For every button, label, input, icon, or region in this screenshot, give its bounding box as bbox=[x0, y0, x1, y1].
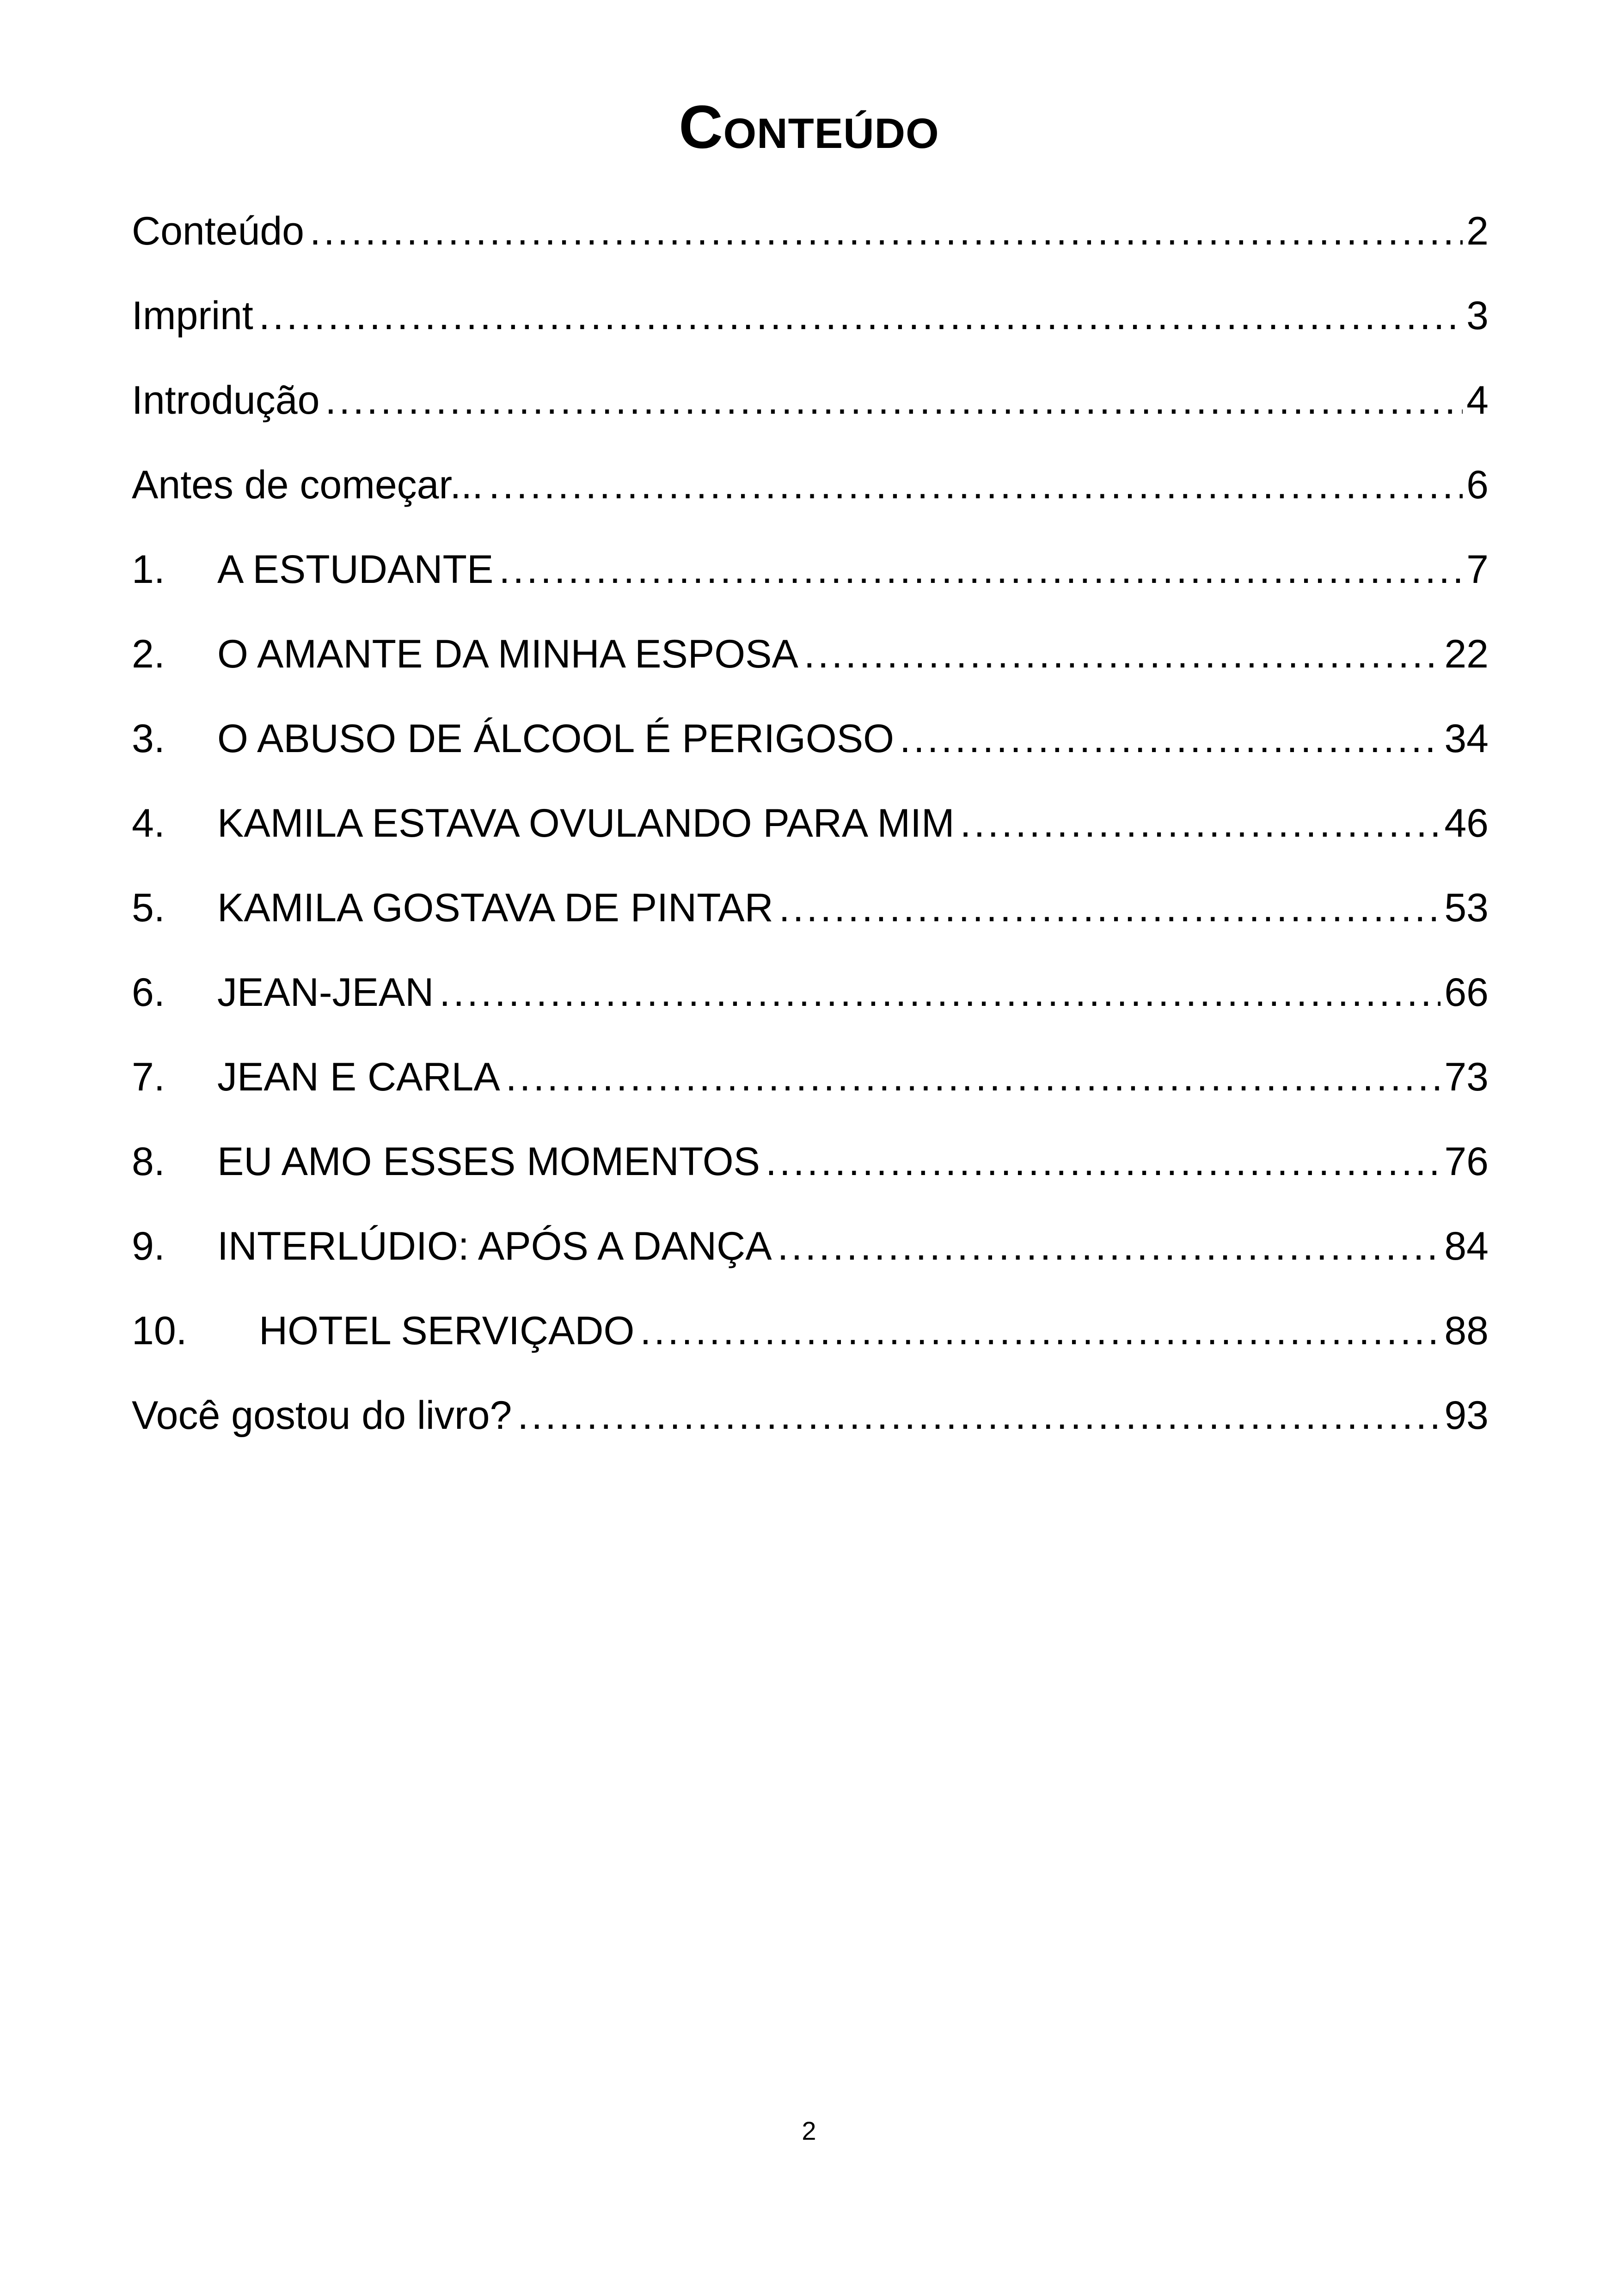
toc-entry[interactable] bbox=[132, 194, 1489, 279]
toc-entry-page: 93 bbox=[1444, 1393, 1489, 1438]
toc-entry-number: 4. bbox=[132, 801, 165, 845]
toc-entry-page: 46 bbox=[1444, 801, 1489, 845]
toc-entry-label: Conteúdo bbox=[132, 209, 304, 253]
toc-entry-label: JEAN E CARLA bbox=[217, 1055, 500, 1099]
toc-entry-label: O AMANTE DA MINHA ESPOSA bbox=[217, 632, 798, 676]
toc-entry-page: 73 bbox=[1444, 1055, 1489, 1099]
toc-entry-page: 6 bbox=[1466, 463, 1489, 507]
toc-entry-page: 3 bbox=[1466, 294, 1489, 338]
toc-entry-label: Introdução bbox=[132, 378, 320, 422]
toc-dot-leader bbox=[900, 702, 1440, 776]
toc-entry-number: 2. bbox=[132, 632, 165, 676]
toc-entry-page: 34 bbox=[1444, 716, 1489, 761]
toc-dot-leader bbox=[960, 786, 1441, 860]
toc-entry-label: HOTEL SERVIÇADO bbox=[259, 1309, 635, 1353]
toc-entry-page: 2 bbox=[1466, 209, 1489, 253]
toc-entry-label: EU AMO ESSES MOMENTOS bbox=[217, 1139, 760, 1184]
toc-entry-number: 3. bbox=[132, 716, 165, 761]
toc-dot-leader bbox=[640, 1294, 1440, 1368]
toc-entry-page: 88 bbox=[1444, 1309, 1489, 1353]
toc-entry-number: 7. bbox=[132, 1055, 165, 1099]
toc-dot-leader bbox=[489, 448, 1463, 522]
toc-entry[interactable] bbox=[132, 786, 1489, 871]
toc-entry-number: 8. bbox=[132, 1139, 165, 1184]
toc-entry-number: 6. bbox=[132, 970, 165, 1015]
toc-dot-leader bbox=[259, 279, 1463, 353]
toc-entry-number: 5. bbox=[132, 886, 165, 930]
toc-entry[interactable] bbox=[132, 279, 1489, 363]
toc-entry[interactable] bbox=[132, 363, 1489, 448]
page-number: 2 bbox=[802, 2116, 816, 2145]
toc-dot-leader bbox=[439, 955, 1440, 1029]
toc-entry-page: 4 bbox=[1466, 378, 1489, 422]
toc-entry[interactable] bbox=[132, 955, 1489, 1040]
page-title: Conteúdo bbox=[679, 93, 939, 161]
toc-entry-label: KAMILA ESTAVA OVULANDO PARA MIM bbox=[217, 801, 955, 845]
toc-entry-page: 84 bbox=[1444, 1224, 1489, 1268]
toc-entry[interactable] bbox=[132, 1378, 1489, 1463]
toc-entry-page: 76 bbox=[1444, 1139, 1489, 1184]
toc-entry-page: 53 bbox=[1444, 886, 1489, 930]
toc-entry-page: 7 bbox=[1466, 547, 1489, 592]
toc-dot-leader bbox=[517, 1378, 1440, 1452]
toc-entry-number: 1. bbox=[132, 547, 165, 592]
toc-entry-label: INTERLÚDIO: APÓS A DANÇA bbox=[217, 1224, 772, 1268]
toc-entry[interactable] bbox=[132, 1040, 1489, 1125]
toc-entry-label: O ABUSO DE ÁLCOOL É PERIGOSO bbox=[217, 716, 895, 761]
toc-dot-leader bbox=[325, 363, 1463, 437]
toc-entry-label: A ESTUDANTE bbox=[217, 547, 494, 592]
toc-entry[interactable] bbox=[132, 448, 1489, 533]
toc-entry-number: 9. bbox=[132, 1224, 165, 1268]
table-of-contents bbox=[132, 194, 1489, 1463]
toc-entry[interactable] bbox=[132, 1125, 1489, 1209]
toc-entry[interactable] bbox=[132, 533, 1489, 617]
toc-dot-leader bbox=[506, 1040, 1441, 1114]
toc-entry[interactable] bbox=[132, 1294, 1489, 1378]
toc-entry-label: JEAN-JEAN bbox=[217, 970, 434, 1015]
toc-entry-page: 22 bbox=[1444, 632, 1489, 676]
toc-dot-leader bbox=[804, 617, 1440, 691]
toc-entry[interactable] bbox=[132, 702, 1489, 786]
toc-dot-leader bbox=[766, 1125, 1440, 1199]
toc-entry-label: KAMILA GOSTAVA DE PINTAR bbox=[217, 886, 773, 930]
toc-dot-leader bbox=[778, 1209, 1441, 1283]
toc-dot-leader bbox=[310, 194, 1463, 268]
toc-entry-label: Você gostou do livro? bbox=[132, 1393, 512, 1438]
toc-entry-label: Antes de começar... bbox=[132, 463, 484, 507]
toc-entry[interactable] bbox=[132, 617, 1489, 702]
toc-entry-number: 10. bbox=[132, 1309, 187, 1353]
toc-entry[interactable] bbox=[132, 871, 1489, 955]
toc-entry[interactable] bbox=[132, 1209, 1489, 1294]
toc-entry-label: Imprint bbox=[132, 294, 253, 338]
toc-dot-leader bbox=[499, 533, 1463, 606]
toc-dot-leader bbox=[779, 871, 1441, 945]
toc-entry-page: 66 bbox=[1444, 970, 1489, 1015]
